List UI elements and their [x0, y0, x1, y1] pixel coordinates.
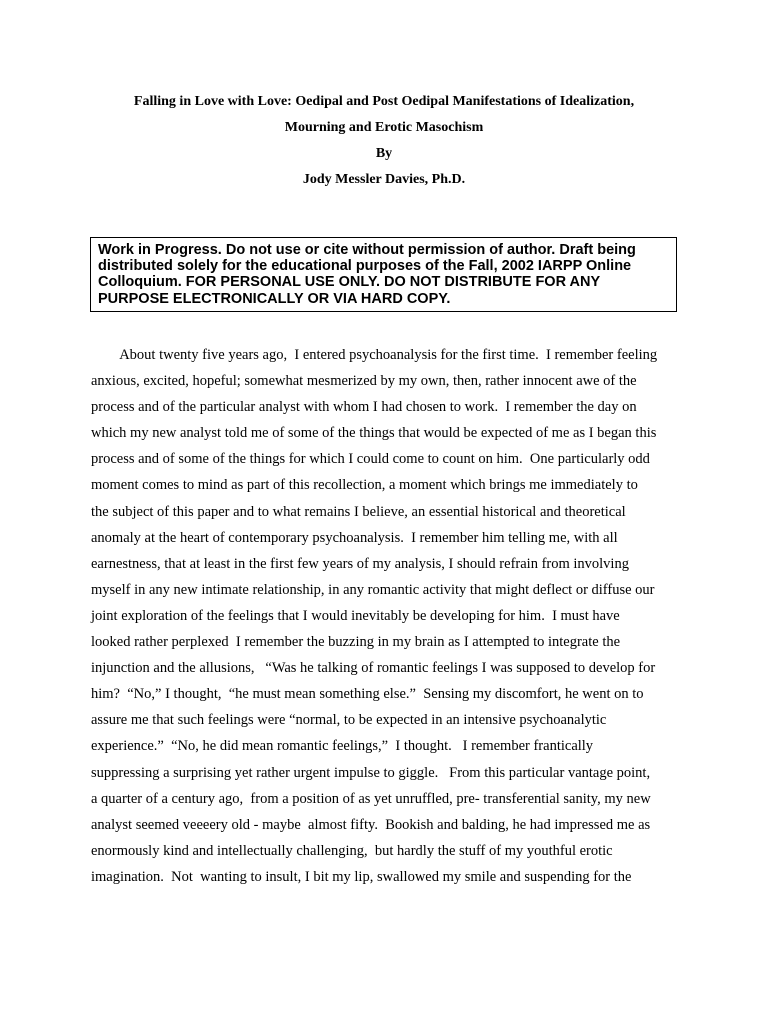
body-line: anxious, excited, hopeful; somewhat mesmerized by my own, then, rather innocent awe of the — [91, 373, 637, 390]
author-name: Jody Messler Davies, Ph.D. — [302, 172, 466, 187]
body-line: anomaly at the heart of contemporary psychoanalysis. I remember him telling me, with all — [91, 529, 618, 546]
body-line: earnestness, that at least in the first few years of my analysis, I should refrain from involving — [91, 555, 629, 572]
body-line: injunction and the allusions, “Was he talking of romantic feelings I was supposed to develop for — [91, 660, 656, 677]
notice-line: Work in Progress. Do not use or cite without permission of author. Draft being — [98, 242, 636, 258]
notice-line: Colloquium. FOR PERSONAL USE ONLY. DO NOT DISTRIBUTE FOR ANY — [98, 274, 601, 291]
body-line: experience.” “No, he did mean romantic feelings,” I thought. I remember frantically — [91, 738, 594, 755]
body-line: About twenty five years ago, I entered psychoanalysis for the first time. I remember feeling — [91, 347, 658, 363]
byline-label: By — [375, 146, 393, 161]
body-line: analyst seemed veeeery old - maybe almost fifty. Bookish and balding, he had impressed me as — [91, 816, 651, 833]
document-title-block — [0, 92, 768, 196]
body-line: moment comes to mind as part of this recollection, a moment which brings me immediately to — [91, 477, 638, 494]
body-line: process and of some of the things for which I could come to count on him. One particularly odd — [91, 451, 650, 468]
title-line-2: Mourning and Erotic Masochism — [284, 120, 484, 135]
body-line: enormously kind and intellectually challenging, but hardly the stuff of my youthful erotic — [91, 842, 613, 859]
draft-notice-box — [90, 237, 677, 312]
body-line: a quarter of a century ago, from a position of as yet unruffled, pre- transferential sanity, my new — [91, 790, 651, 807]
body-paragraph — [91, 345, 691, 893]
body-line: the subject of this paper and to what remains I believe, an essential historical and theoretical — [91, 503, 626, 520]
body-line: him? “No,” I thought, “he must mean something else.” Sensing my discomfort, he went on to — [91, 686, 644, 703]
body-line: which my new analyst told me of some of the things that would be expected of me as I began this — [91, 425, 657, 442]
notice-line: distributed solely for the educational purposes of the Fall, 2002 IARPP Online — [98, 258, 632, 275]
body-line: joint exploration of the feelings that I would inevitably be developing for him. I must have — [91, 607, 620, 624]
body-line: suppressing a surprising yet rather urgent impulse to giggle. From this particular vantage point, — [91, 764, 651, 781]
body-line: imagination. Not wanting to insult, I bit my lip, swallowed my smile and suspending for the — [91, 868, 632, 885]
body-line: process and of the particular analyst with whom I had chosen to work. I remember the day on — [91, 399, 637, 416]
notice-line: PURPOSE ELECTRONICALLY OR VIA HARD COPY. — [98, 290, 451, 307]
body-line: looked rather perplexed I remember the buzzing in my brain as I attempted to integrate the — [91, 634, 621, 651]
body-line: myself in any new intimate relationship, in any romantic activity that might deflect or diffuse our — [91, 581, 655, 598]
body-line: assure me that such feelings were “normal, to be expected in an intensive psychoanalytic — [91, 712, 607, 729]
title-line-1: Falling in Love with Love: Oedipal and Post Oedipal Manifestations of Idealization, — [133, 94, 635, 109]
